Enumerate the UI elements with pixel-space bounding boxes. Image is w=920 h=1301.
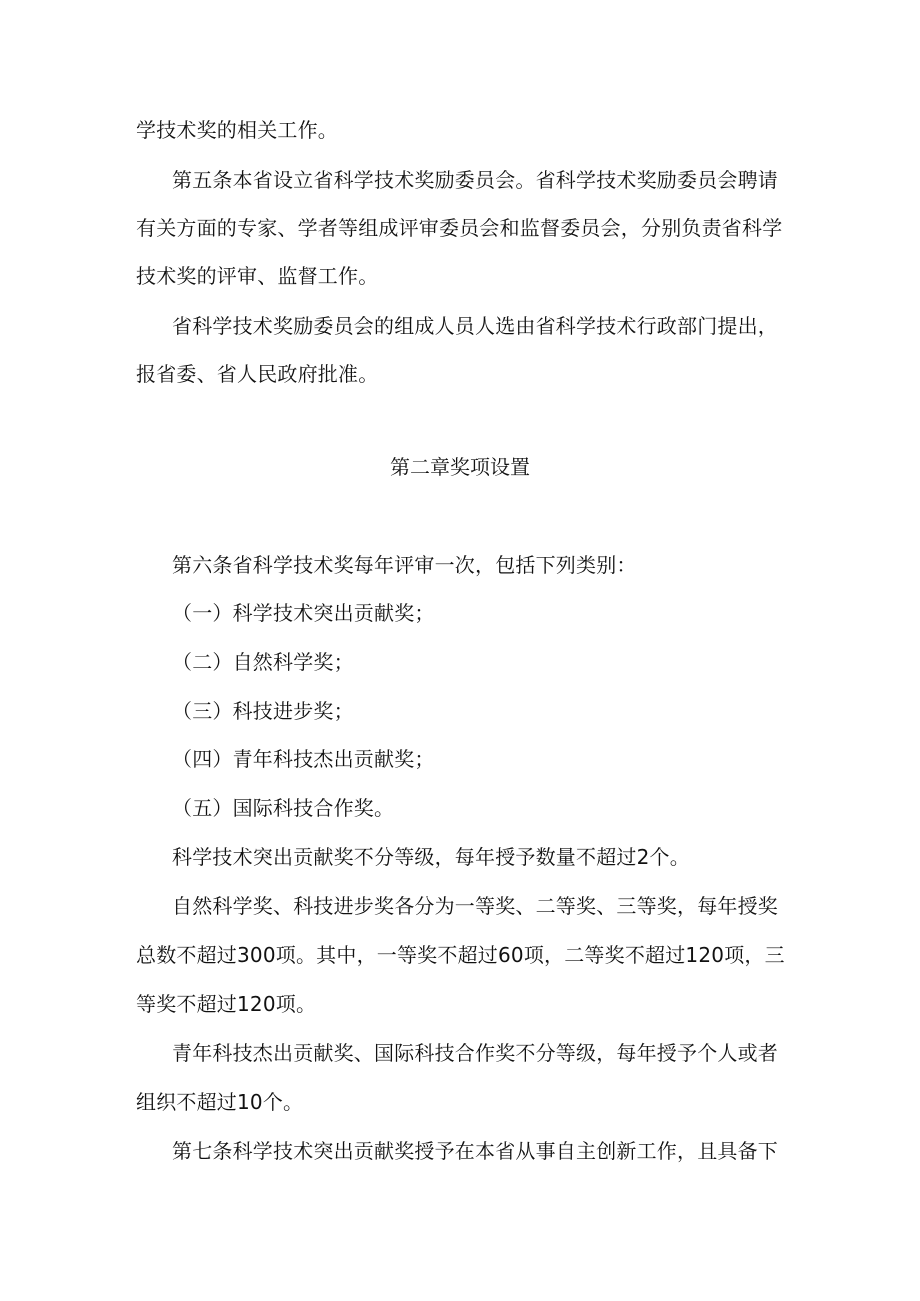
award-category-4: （四）青年科技杰出贡献奖； [172, 747, 435, 771]
paragraph-line-continuation: 学技术奖的相关工作。 [136, 118, 338, 142]
article-6-line-1: 第六条省科学技术奖每年评审一次，包括下列类别： [172, 553, 637, 577]
article-7-line-1: 第七条科学技术突出贡献奖授予在本省从事自主创新工作，且具备下 [172, 1139, 778, 1163]
award-category-3: （三）科技进步奖； [172, 699, 354, 723]
award-category-1: （一）科学技术突出贡献奖； [172, 601, 435, 625]
article-5-line-2: 有关方面的专家、学者等组成评审委员会和监督委员会，分别负责省科学 [136, 216, 783, 240]
youth-award-paragraph-line-1: 青年科技杰出贡献奖、国际科技合作奖不分等级，每年授予个人或者 [172, 1041, 778, 1065]
article-5-line-1: 第五条本省设立省科学技术奖励委员会。省科学技术奖励委员会聘请 [172, 168, 778, 192]
award-category-5: （五）国际科技合作奖。 [172, 796, 395, 820]
article-5-line-3: 技术奖的评审、监督工作。 [136, 264, 379, 288]
youth-award-paragraph-line-2: 组织不超过10个。 [136, 1090, 304, 1114]
natural-science-paragraph-line-1: 自然科学奖、科技进步奖各分为一等奖、二等奖、三等奖，每年授奖 [172, 894, 778, 918]
outstanding-award-quota: 科学技术突出贡献奖不分等级，每年授予数量不超过2个。 [172, 845, 690, 869]
chapter-2-heading: 第二章奖项设置 [390, 455, 530, 479]
committee-paragraph-line-1: 省科学技术奖励委员会的组成人员人选由省科学技术行政部门提出， [172, 314, 778, 338]
natural-science-paragraph-line-3: 等奖不超过120项。 [136, 992, 317, 1016]
committee-paragraph-line-2: 报省委、省人民政府批准。 [136, 362, 379, 386]
award-category-2: （二）自然科学奖； [172, 650, 354, 674]
natural-science-paragraph-line-2: 总数不超过300项。其中，一等奖不超过60项，二等奖不超过120项，三 [136, 943, 785, 967]
